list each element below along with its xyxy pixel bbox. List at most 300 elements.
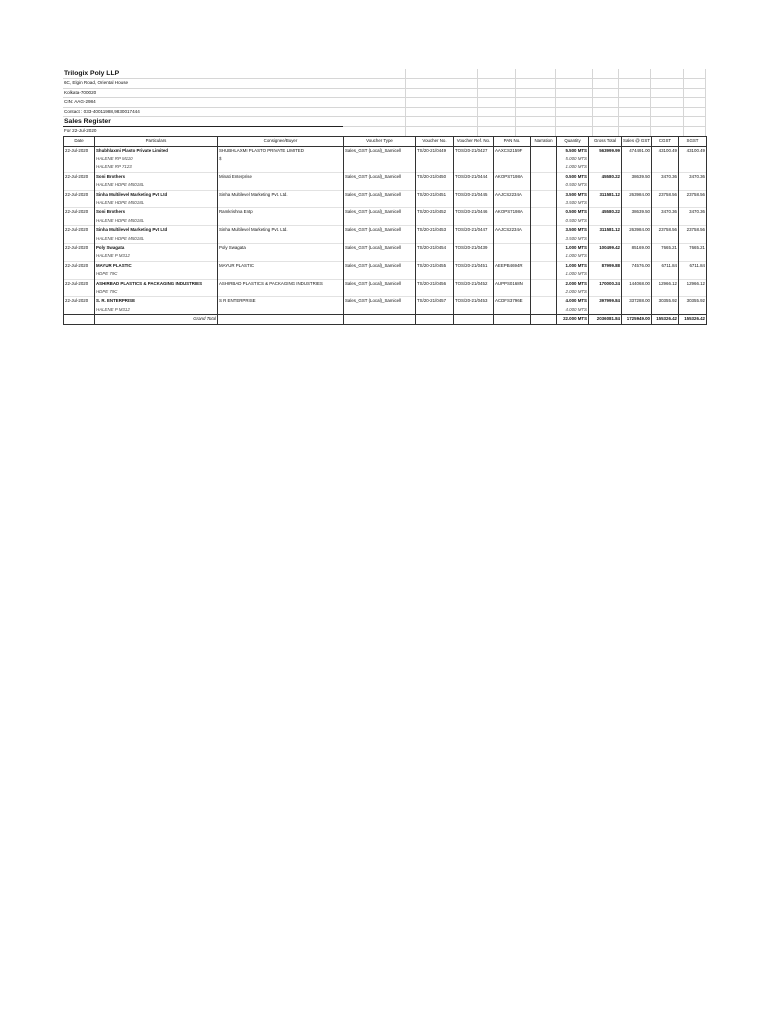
cell-empty <box>652 270 679 279</box>
cell-pan: AAJCS2234A <box>494 226 531 235</box>
grand-total-quantity: 22.000 MTS <box>557 315 589 324</box>
item-row <box>64 155 707 163</box>
cell-empty <box>454 163 494 172</box>
cell-empty <box>494 306 531 315</box>
cell-consignee: ASHIRBAD PLASTICS & PACKAGING INDUSTRIES <box>218 279 344 288</box>
cell-particulars: Poly Swagata <box>95 243 218 252</box>
cell-empty <box>622 199 652 208</box>
cell-empty <box>679 288 707 297</box>
cell-date: 22-Jul-2020 <box>64 297 95 306</box>
cell-empty <box>622 306 652 315</box>
cell-item-consignee <box>218 181 344 190</box>
cell-empty <box>416 306 454 315</box>
cell-empty <box>652 252 679 261</box>
col-header-sgst: SGST <box>679 136 707 146</box>
cell-date: 22-Jul-2020 <box>64 226 95 235</box>
cell-sales-gst: 263984.00 <box>622 226 652 235</box>
grand-total-gross: 2036081.84 <box>589 315 622 324</box>
cell-empty <box>679 163 707 172</box>
cell-gross-total: 311581.12 <box>589 190 622 199</box>
cell-item-quantity: 4.000 MTS <box>557 306 589 315</box>
cell-empty <box>531 235 557 244</box>
cell-empty <box>454 270 494 279</box>
col-header-cgst: CGST <box>652 136 679 146</box>
col-header-gross-total: Gross Total <box>589 136 622 146</box>
cell-item-consignee <box>218 163 344 172</box>
cell-empty <box>344 163 416 172</box>
cell-empty <box>494 270 531 279</box>
cell-gross-total: 100499.42 <box>589 243 622 252</box>
item-row <box>64 252 707 261</box>
cell-cgst: 30355.92 <box>652 297 679 306</box>
cell-voucher-no: TS/20-21/0455 <box>416 261 454 270</box>
cell-cgst: 3470.36 <box>652 172 679 181</box>
cell-voucher-no: TS/20-21/0457 <box>416 297 454 306</box>
cell-consignee: Sinha Multilevel Marketing Pvt. Ltd. <box>218 226 344 235</box>
grand-total-label: Grand Total <box>95 315 218 324</box>
cell-empty <box>454 315 494 324</box>
cell-item-consignee <box>218 270 344 279</box>
cell-empty <box>531 306 557 315</box>
cell-empty <box>494 235 531 244</box>
cell-item-name: HALENE HDPE M5018L <box>95 235 218 244</box>
report-header <box>63 69 706 136</box>
cell-item-name: HALENE RP 7123 <box>95 163 218 172</box>
cell-voucher-type: Sales_GST (Local)_Samicell <box>344 190 416 199</box>
cell-voucher-type: Sales_GST (Local)_Samicell <box>344 297 416 306</box>
cell-voucher-no: TS/20-21/0451 <box>416 190 454 199</box>
cell-sgst: 43100.49 <box>679 146 707 155</box>
cell-voucher-no: TS/20-21/0450 <box>416 172 454 181</box>
cell-particulars: Shubhlaxmi Plasto Private Limited <box>95 146 218 155</box>
grand-total-cgst: 155326.42 <box>652 315 679 324</box>
cell-date: 22-Jul-2020 <box>64 190 95 199</box>
cell-empty <box>679 181 707 190</box>
grand-total-sales: 1725949.00 <box>622 315 652 324</box>
cell-gross-total: 397999.84 <box>589 297 622 306</box>
cell-pan: AKOPS7198A <box>494 208 531 217</box>
cell-empty <box>344 235 416 244</box>
cell-empty <box>494 163 531 172</box>
cell-sgst: 12966.12 <box>679 279 707 288</box>
company-address-line2: Kolkata-700020 <box>64 89 97 95</box>
cell-gross-total: 87999.88 <box>589 261 622 270</box>
cell-consignee: Minati Enterprise <box>218 172 344 181</box>
cell-item-quantity: 0.500 MTS <box>557 217 589 226</box>
cell-quantity: 3.500 MTS <box>557 190 589 199</box>
cell-empty <box>454 181 494 190</box>
report-title: Sales Register <box>64 118 111 125</box>
col-header-pan: PAN No. <box>494 136 531 146</box>
cell-voucher-type: Sales_GST (Local)_Samicell <box>344 279 416 288</box>
cell-consignee: Sinha Multilevel Marketing Pvt. Ltd. <box>218 190 344 199</box>
cell-item-consignee: $ <box>218 155 344 163</box>
cell-empty <box>416 217 454 226</box>
cell-empty <box>344 306 416 315</box>
cell-consignee: S R ENTERPRISE <box>218 297 344 306</box>
table-row <box>64 297 707 306</box>
col-header-voucher-ref: Voucher Ref. No. <box>454 136 494 146</box>
cell-voucher-ref: TOS/20-21/0451 <box>454 261 494 270</box>
cell-item-quantity: 5.000 MTS <box>557 155 589 163</box>
cell-consignee: Ramkrishna Entp <box>218 208 344 217</box>
cell-voucher-ref: TOS/20-21/0444 <box>454 172 494 181</box>
cell-quantity: 4.000 MTS <box>557 297 589 306</box>
cell-pan: AKOPS7198A <box>494 172 531 181</box>
table-row <box>64 146 707 155</box>
cell-sales-gst: 474491.00 <box>622 146 652 155</box>
cell-cgst: 7665.21 <box>652 243 679 252</box>
table-row <box>64 279 707 288</box>
cell-empty <box>531 217 557 226</box>
cell-voucher-no: TS/20-21/0449 <box>416 146 454 155</box>
cell-item-name: HALENE RP M110 <box>95 155 218 163</box>
col-header-narration: Narration <box>531 136 557 146</box>
item-row <box>64 163 707 172</box>
cell-empty <box>531 163 557 172</box>
cell-cgst: 6711.84 <box>652 261 679 270</box>
item-row <box>64 270 707 279</box>
cell-empty <box>589 270 622 279</box>
cell-consignee: MAYUR PLASTIC <box>218 261 344 270</box>
cell-empty <box>589 306 622 315</box>
cell-empty <box>679 252 707 261</box>
cell-empty <box>494 252 531 261</box>
cell-gross-total: 563999.99 <box>589 146 622 155</box>
cell-empty <box>64 252 95 261</box>
cell-empty <box>622 155 652 163</box>
cell-empty <box>531 199 557 208</box>
cell-empty <box>494 199 531 208</box>
cell-item-consignee <box>218 252 344 261</box>
cell-empty <box>64 199 95 208</box>
col-header-consignee: Consignee/Buyer <box>218 136 344 146</box>
cell-particulars: Sinha Multilevel Marketing Pvt Ltd <box>95 190 218 199</box>
cell-empty <box>344 181 416 190</box>
table-row <box>64 190 707 199</box>
cell-empty <box>64 163 95 172</box>
cell-empty <box>344 155 416 163</box>
cell-item-consignee <box>218 199 344 208</box>
table-row <box>64 243 707 252</box>
cell-empty <box>64 235 95 244</box>
cell-gross-total: 45580.22 <box>589 208 622 217</box>
cell-pan: AUPPS0168N <box>494 279 531 288</box>
cell-empty <box>64 155 95 163</box>
cell-empty <box>652 155 679 163</box>
cell-item-name: HALENE P M312 <box>95 252 218 261</box>
cell-empty <box>622 235 652 244</box>
cell-empty <box>64 181 95 190</box>
cell-empty <box>64 288 95 297</box>
cell-voucher-type: Sales_GST (Local)_Samicell <box>344 208 416 217</box>
cell-quantity: 0.500 MTS <box>557 172 589 181</box>
cell-empty <box>589 163 622 172</box>
cell-empty <box>531 315 557 324</box>
cell-sgst: 7665.21 <box>679 243 707 252</box>
cell-voucher-ref: TOS/20-21/0453 <box>454 297 494 306</box>
cell-item-name: HALENE HDPE M5018L <box>95 217 218 226</box>
cell-quantity: 3.500 MTS <box>557 226 589 235</box>
cell-empty <box>679 235 707 244</box>
cell-empty <box>416 163 454 172</box>
table-row <box>64 261 707 270</box>
cell-empty <box>416 235 454 244</box>
cell-voucher-ref: TOS/20-21/0427 <box>454 146 494 155</box>
company-name: Trilogix Poly LLP <box>64 70 120 77</box>
cell-cgst: 23758.56 <box>652 190 679 199</box>
cell-empty <box>679 155 707 163</box>
cell-empty <box>589 181 622 190</box>
cell-sgst: 30355.92 <box>679 297 707 306</box>
cell-empty <box>416 252 454 261</box>
cell-voucher-ref: TOS/20-21/0452 <box>454 279 494 288</box>
cell-empty <box>679 217 707 226</box>
table-body <box>64 146 707 324</box>
cell-empty <box>622 252 652 261</box>
cell-narration <box>531 208 557 217</box>
cell-empty <box>494 315 531 324</box>
cell-empty <box>454 155 494 163</box>
cell-particulars: Soni Brothers <box>95 208 218 217</box>
cell-narration <box>531 297 557 306</box>
cell-item-consignee <box>218 235 344 244</box>
cell-empty <box>454 199 494 208</box>
cell-date: 22-Jul-2020 <box>64 208 95 217</box>
cell-cgst: 43100.49 <box>652 146 679 155</box>
cell-sales-gst: 263984.00 <box>622 190 652 199</box>
cell-empty <box>622 270 652 279</box>
cell-voucher-no: TS/20-21/0456 <box>416 279 454 288</box>
cell-empty <box>416 199 454 208</box>
cell-empty <box>64 315 95 324</box>
cell-empty <box>64 217 95 226</box>
cell-cgst: 3470.36 <box>652 208 679 217</box>
cell-voucher-no: TS/20-21/0453 <box>416 226 454 235</box>
cell-empty <box>531 288 557 297</box>
cell-item-name: HALENE HDPE M5018L <box>95 199 218 208</box>
cell-empty <box>344 270 416 279</box>
cell-empty <box>454 217 494 226</box>
cell-empty <box>622 181 652 190</box>
item-row <box>64 288 707 297</box>
col-header-quantity: Quantity <box>557 136 589 146</box>
cell-item-consignee <box>218 288 344 297</box>
cell-gross-total: 311581.12 <box>589 226 622 235</box>
cell-item-consignee <box>218 306 344 315</box>
cell-narration <box>531 243 557 252</box>
cell-date: 22-Jul-2020 <box>64 146 95 155</box>
cell-narration <box>531 279 557 288</box>
cell-sales-gst: 85169.00 <box>622 243 652 252</box>
cell-empty <box>344 315 416 324</box>
cell-gross-total: 170000.24 <box>589 279 622 288</box>
cell-sgst: 3470.36 <box>679 172 707 181</box>
cell-empty <box>344 217 416 226</box>
cell-empty <box>218 315 344 324</box>
cell-item-quantity: 1.000 MTS <box>557 252 589 261</box>
cell-voucher-type: Sales_GST (Local)_Samicell <box>344 226 416 235</box>
col-header-particulars: Particulars <box>95 136 218 146</box>
cell-empty <box>589 217 622 226</box>
cell-quantity: 1.000 MTS <box>557 261 589 270</box>
cell-item-quantity: 1.000 MTS <box>557 163 589 172</box>
cell-empty <box>344 199 416 208</box>
cell-quantity: 2.000 MTS <box>557 279 589 288</box>
cell-voucher-no: TS/20-21/0454 <box>416 243 454 252</box>
cell-empty <box>652 163 679 172</box>
report-period: For 22-Jul-2020 <box>64 128 97 133</box>
cell-quantity: 1.000 MTS <box>557 243 589 252</box>
cell-voucher-ref: TOS/20-21/0446 <box>454 208 494 217</box>
cell-empty <box>416 315 454 324</box>
cell-voucher-ref: TOS/20-21/0445 <box>454 190 494 199</box>
cell-quantity: 0.500 MTS <box>557 208 589 217</box>
cell-item-name: HDPE 79C <box>95 270 218 279</box>
cell-empty <box>652 235 679 244</box>
cell-narration <box>531 190 557 199</box>
cell-date: 22-Jul-2020 <box>64 261 95 270</box>
cell-item-quantity: 3.500 MTS <box>557 235 589 244</box>
cell-empty <box>64 270 95 279</box>
item-row <box>64 235 707 244</box>
cell-empty <box>416 288 454 297</box>
cell-empty <box>454 288 494 297</box>
cell-sales-gst: 74576.00 <box>622 261 652 270</box>
item-row <box>64 306 707 315</box>
cell-empty <box>622 163 652 172</box>
item-row <box>64 217 707 226</box>
cell-empty <box>454 252 494 261</box>
item-row <box>64 181 707 190</box>
cell-empty <box>454 235 494 244</box>
cell-empty <box>531 252 557 261</box>
cell-pan: AAJCS2234A <box>494 190 531 199</box>
cell-empty <box>679 270 707 279</box>
cell-date: 22-Jul-2020 <box>64 279 95 288</box>
cell-voucher-type: Sales_GST (Local)_Samicell <box>344 243 416 252</box>
cell-item-consignee <box>218 217 344 226</box>
cell-empty <box>416 155 454 163</box>
table-row <box>64 208 707 217</box>
cell-empty <box>589 288 622 297</box>
cell-empty <box>589 155 622 163</box>
cell-empty <box>679 199 707 208</box>
cell-empty <box>589 252 622 261</box>
cell-sales-gst: 38639.50 <box>622 208 652 217</box>
cell-date: 22-Jul-2020 <box>64 243 95 252</box>
col-header-sales-gst: Sales @ GST <box>622 136 652 146</box>
company-address-line1: 6C, Elgin Road, Oriental House <box>64 80 129 85</box>
cell-sgst: 6711.84 <box>679 261 707 270</box>
cell-empty <box>652 217 679 226</box>
cell-empty <box>531 155 557 163</box>
cell-pan: AEEPB4694R <box>494 261 531 270</box>
table-row <box>64 172 707 181</box>
cell-pan: ACDFS3796E <box>494 297 531 306</box>
cell-voucher-ref: TOS/20-21/0439 <box>454 243 494 252</box>
cell-empty <box>344 252 416 261</box>
cell-empty <box>494 288 531 297</box>
cell-voucher-ref: TOS/20-21/0447 <box>454 226 494 235</box>
cell-empty <box>416 270 454 279</box>
cell-sgst: 3470.36 <box>679 208 707 217</box>
cell-empty <box>589 199 622 208</box>
cell-item-quantity: 1.000 MTS <box>557 270 589 279</box>
cell-sales-gst: 337288.00 <box>622 297 652 306</box>
company-cin: CIN: AAG-2984 <box>64 99 96 104</box>
cell-item-name: HDPE 79C <box>95 288 218 297</box>
cell-empty <box>531 181 557 190</box>
cell-empty <box>652 306 679 315</box>
cell-narration <box>531 146 557 155</box>
cell-narration <box>531 261 557 270</box>
cell-consignee: SHUBHLAXMI PLASTO PRIVATE LIMITED <box>218 146 344 155</box>
cell-empty <box>622 217 652 226</box>
grand-total-row <box>64 315 707 324</box>
col-header-date: Date <box>64 136 95 146</box>
sales-register-table <box>63 136 707 325</box>
item-row <box>64 199 707 208</box>
cell-cgst: 12966.12 <box>652 279 679 288</box>
cell-empty <box>344 288 416 297</box>
cell-empty <box>64 306 95 315</box>
cell-item-name: HALENE HDPE M5018L <box>95 181 218 190</box>
cell-empty <box>454 306 494 315</box>
cell-empty <box>652 199 679 208</box>
cell-sales-gst: 144068.00 <box>622 279 652 288</box>
cell-particulars: Sinha Multilevel Marketing Pvt Ltd <box>95 226 218 235</box>
cell-voucher-no: TS/20-21/0452 <box>416 208 454 217</box>
cell-empty <box>494 181 531 190</box>
col-header-voucher-no: Voucher No. <box>416 136 454 146</box>
cell-empty <box>531 270 557 279</box>
sales-register-sheet <box>63 69 706 325</box>
cell-particulars: ASHIRBAD PLASTICS & PACKAGING INDUSTRIES <box>95 279 218 288</box>
cell-empty <box>622 288 652 297</box>
col-header-voucher-type: Voucher Type <box>344 136 416 146</box>
cell-voucher-type: Sales_GST (Local)_Samicell <box>344 172 416 181</box>
cell-empty <box>652 288 679 297</box>
cell-empty <box>494 155 531 163</box>
cell-empty <box>494 217 531 226</box>
cell-item-name: HALENE P M312 <box>95 306 218 315</box>
grand-total-sgst: 155326.42 <box>679 315 707 324</box>
cell-quantity: 5.500 MTS <box>557 146 589 155</box>
cell-gross-total: 45580.22 <box>589 172 622 181</box>
cell-sgst: 23758.56 <box>679 226 707 235</box>
cell-consignee: Poly Swagata <box>218 243 344 252</box>
cell-particulars: Soni Brothers <box>95 172 218 181</box>
cell-pan <box>494 243 531 252</box>
table-row <box>64 226 707 235</box>
cell-item-quantity: 0.500 MTS <box>557 181 589 190</box>
cell-narration <box>531 226 557 235</box>
cell-empty <box>416 181 454 190</box>
cell-empty <box>589 235 622 244</box>
cell-empty <box>679 306 707 315</box>
cell-sgst: 23758.56 <box>679 190 707 199</box>
cell-cgst: 23758.56 <box>652 226 679 235</box>
cell-voucher-type: Sales_GST (Local)_Samicell <box>344 261 416 270</box>
cell-empty <box>652 181 679 190</box>
cell-narration <box>531 172 557 181</box>
table-header-row <box>64 136 707 146</box>
company-contact: Contact : 033-40011988,9830017444 <box>64 108 140 114</box>
cell-voucher-type: Sales_GST (Local)_Samicell <box>344 146 416 155</box>
cell-particulars: S. R. ENTERPRISE <box>95 297 218 306</box>
cell-item-quantity: 3.500 MTS <box>557 199 589 208</box>
